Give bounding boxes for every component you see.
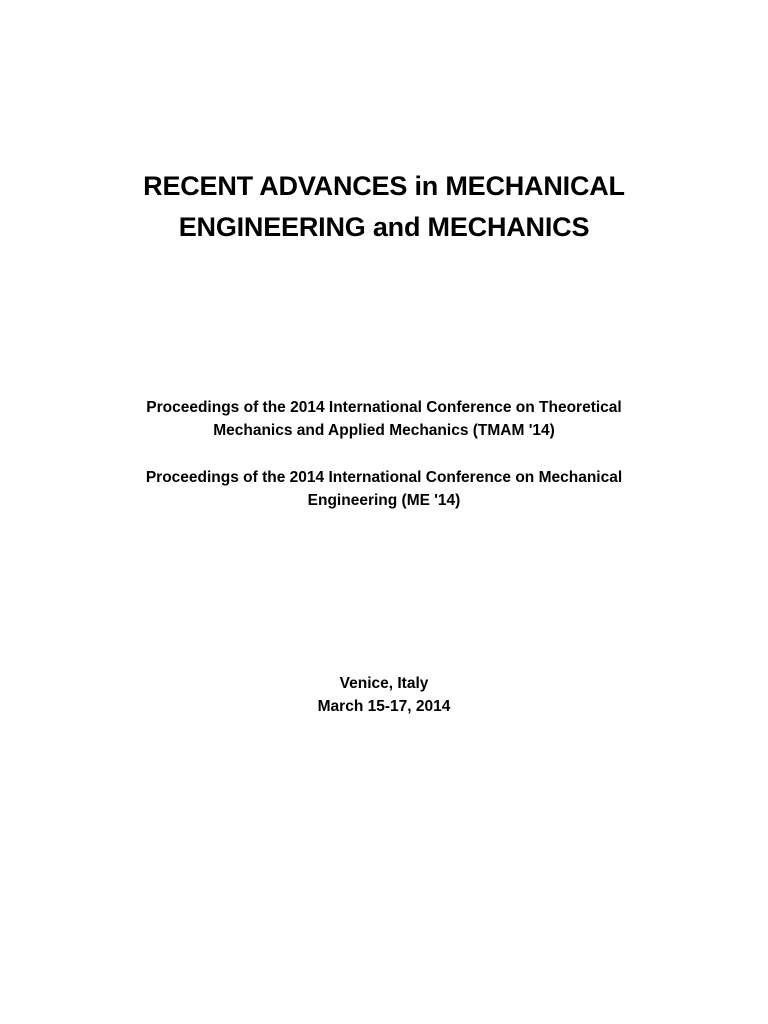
proceedings-tmam-line-2: Mechanics and Applied Mechanics (TMAM '14): [213, 422, 555, 439]
proceedings-me-line-1: Proceedings of the 2014 International Conference on Mechanical: [145, 469, 623, 486]
book-title-line-2: ENGINEERING and MECHANICS: [178, 212, 590, 242]
proceedings-tmam-line-1: Proceedings of the 2014 International Conference on Theoretical: [146, 399, 622, 416]
book-title: [40, 166, 728, 248]
venue-block: [60, 672, 708, 718]
venue-dates: March 15-17, 2014: [317, 698, 451, 715]
proceedings-me: [60, 466, 708, 512]
book-title-line-1: RECENT ADVANCES in MECHANICAL: [143, 171, 625, 201]
proceedings-tmam: [60, 396, 708, 442]
proceedings-me-line-2: Engineering (ME '14): [307, 492, 461, 509]
venue-location: Venice, Italy: [339, 675, 429, 692]
